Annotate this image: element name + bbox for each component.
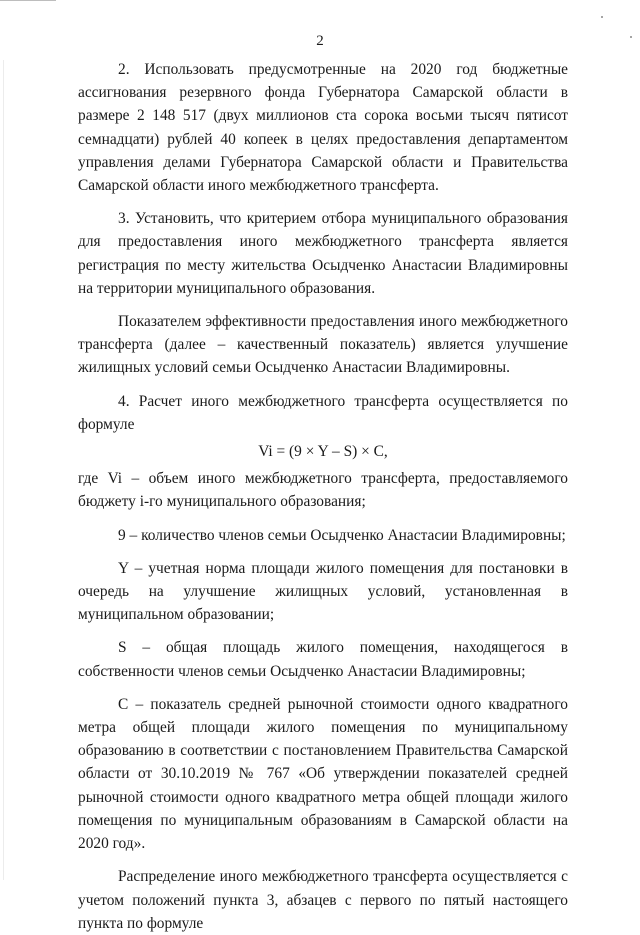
paragraph-item-3: 3. Установить, что критерием отбора муниципального образования для предоставления иного межбюджетного трансферта является регистрация по месту жительства Осыдченко Анастасии Владимировны на территории муниципального образования. — [78, 210, 568, 297]
scan-edge-mark — [0, 0, 56, 1]
paragraph-definition-y: Y – учетная норма площади жилого помещения для постановки в очередь на улучшение жилищных условий, установленная в муниципальном образовании; — [78, 559, 568, 624]
paragraph-definition-vi: где Vi – объем иного межбюджетного трансферта, предоставляемого бюджету i-го муниципального образования; — [78, 470, 568, 511]
paragraph-item-4: 4. Расчет иного межбюджетного трансферта осуществляется по формуле — [78, 392, 568, 433]
paragraph-definition-9: 9 – количество членов семьи Осыдченко Анастасии Владимировны; — [118, 526, 566, 544]
scan-edge-mark — [3, 60, 4, 880]
paragraph-distribution: Распределение иного межбюджетного трансферта осуществляется с учетом положений пункта 3, абзацев с первого по пятый настоящего пункта по формуле — [78, 868, 568, 932]
paragraph-definition-c: C – показатель средней рыночной стоимости одного квадратного метра общей площади жилого помещения по муниципальному образованию в соответствии с постановлением Правительства Самарской области от 30.10.2019 № 767 «Об утверждении показателей средней рыночной стоимости одного квадратного метра общей площади жилого помещения по муниципальным образованиям в Самарской области на 2020 год». — [78, 695, 568, 853]
page-number: 2 — [316, 33, 324, 49]
paragraph-efficiency: Показателем эффективности предоставления иного межбюджетного трансферта (далее – качественный показатель) является улучшение жилищных условий семьи Осыдченко Анастасии Владимировны. — [78, 313, 568, 377]
paragraph-definition-s: S – общая площадь жилого помещения, находящегося в собственности членов семьи Осыдченко Анастасии Владимировны; — [78, 639, 568, 680]
scan-speck — [601, 16, 603, 18]
document-body — [78, 58, 568, 935]
formula: Vi = (9 × Y – S) × C, — [258, 443, 388, 461]
paragraph-item-2: 2. Использовать предусмотренные на 2020 год бюджетные ассигнования резервного фонда Губернатора Самарской области в размере 2 148 517 (двух миллионов ста сорока восьми тысяч пятисот семнадцати) рублей 40 копеек в целях предоставления департаментом управления делами Губернатора Самарской области и Правительства Самарской области иного межбюджетного трансферта. — [78, 61, 568, 195]
